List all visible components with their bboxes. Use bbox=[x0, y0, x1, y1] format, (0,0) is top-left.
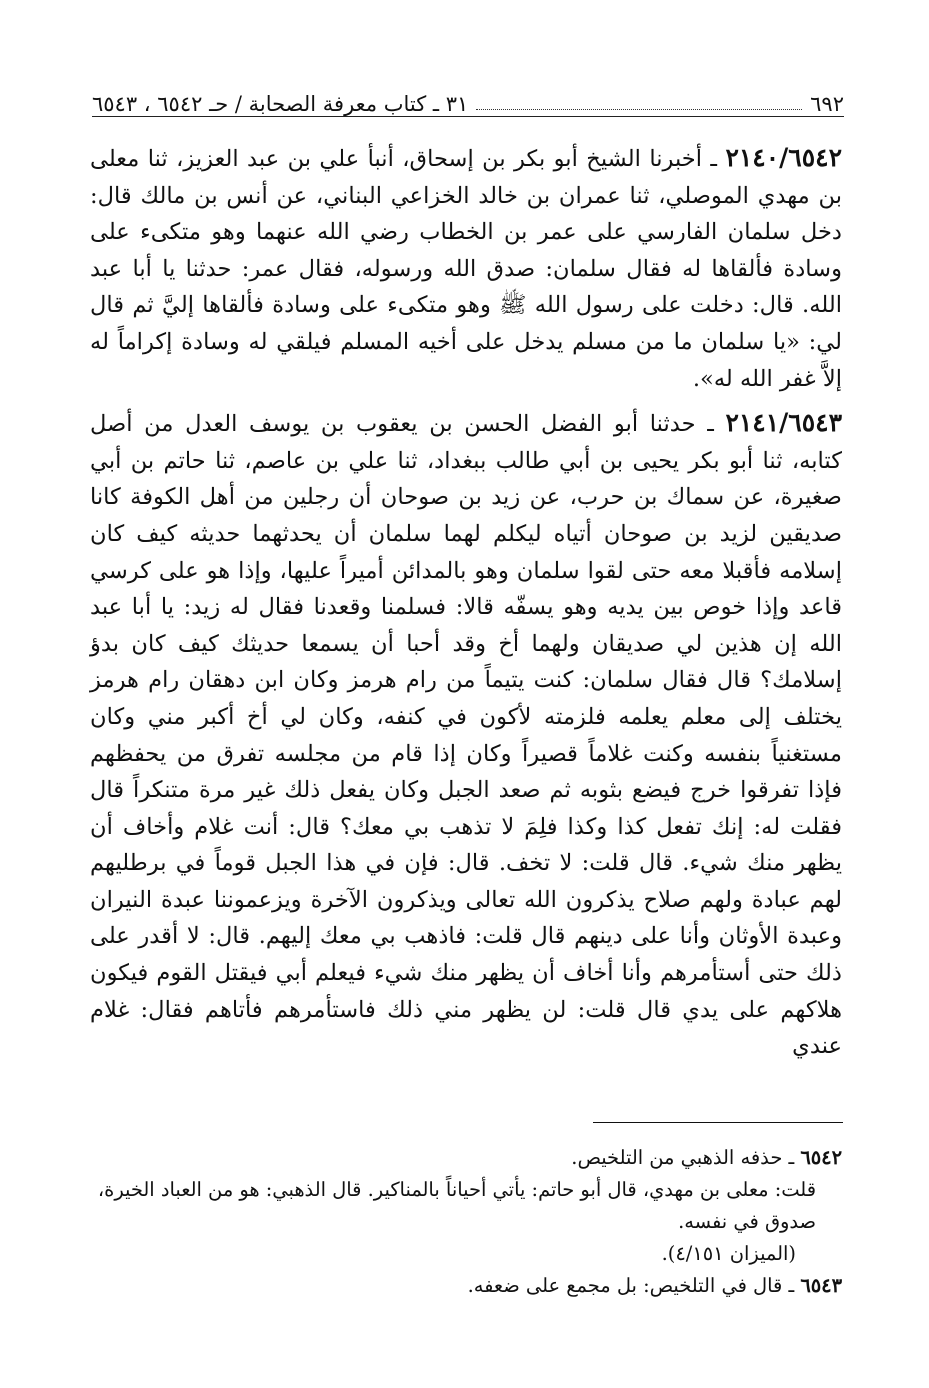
hadith-text: ـ أخبرنا الشيخ أبو بكر بن إسحاق، أنبأ علي بن عبد العزيز، ثنا معلى بن مهدي الموصلي، ثنا عمران بن خالد الخزاعي البناني، عن أنس بن مالك قال: دخل سلمان الفارسي على عمر بن الخطاب رضي الله عنهما وهو متكىء على وسادة فألقاها له فقال سلمان: صدق الله ورسوله، فقال عمر: حدثنا يا أبا عبد الله. قال: دخلت على رسول الله ﷺ وهو متكىء على وسادة فألقاها إليَّ ثم قال لي: «يا سلمان ما من مسلم يدخل على أخيه المسلم فيلقي له وسادة إكراماً له إلاَّ غفر الله له». bbox=[90, 146, 842, 392]
running-header bbox=[92, 82, 844, 117]
footnote-number: ٦٥٤٣ bbox=[800, 1274, 842, 1297]
footnote-separator bbox=[593, 1122, 843, 1123]
footnote bbox=[90, 1270, 842, 1302]
hadith-number: ٢١٤١/٦٥٤٣ bbox=[725, 408, 842, 438]
hadith-paragraph bbox=[90, 140, 842, 397]
running-title: ٣١ ـ كتاب معرفة الصحابة / حـ ٦٥٤٢ ، ٦٥٤٣ bbox=[92, 92, 469, 116]
footnote-comment: قلت: معلى بن مهدي، قال أبو حاتم: يأتي أحياناً بالمناكير. قال الذهبي: هو من العباد الخيرة، صدوق في نفسه. bbox=[97, 1178, 816, 1233]
footnote-reference: (الميزان ٤/١٥١). bbox=[661, 1242, 796, 1265]
hadith-paragraph bbox=[90, 405, 842, 1065]
footnote-text: ـ حذفه الذهبي من التلخيص. bbox=[571, 1146, 801, 1169]
header-dotted-leader bbox=[476, 108, 802, 110]
footnote-number: ٦٥٤٢ bbox=[800, 1146, 842, 1169]
page-number: ٦٩٢ bbox=[810, 92, 844, 116]
hadith-text: ـ حدثنا أبو الفضل الحسن بن يعقوب بن يوسف العدل من أصل كتابه، ثنا أبو بكر يحيى بن أبي طالب ببغداد، ثنا علي بن عاصم، ثنا حاتم بن أبي صغيرة، عن سماك بن حرب، عن زيد بن صوحان أن رجلين من أهل الكوفة كانا صديقين لزيد بن صوحان أتياه ليكلم لهما سلمان أن يحدثهما حديثه كيف كان إسلامه فأقبلا معه حتى لقوا سلمان وهو بالمدائن أميراً عليها، وإذا هو على كرسي قاعد وإذا خوص بين يديه وهو يسفّه قالا: فسلمنا وقعدنا فقال له زيد: يا أبا عبد الله إن هذين لي صديقان ولهما أخ وقد أحبا أن يسمعا حديثك كيف كان بدؤ إسلامك؟ قال فقال سلمان: كنت يتيماً من رام هرمز وكان ابن دهقان رام هرمز يختلف إلى معلم يعلمه فلزمته لأكون في كنفه، وكان لي أخ أكبر مني وكان مستغنياً بنفسه وكنت غلاماً قصيراً وكان إذا قام من مجلسه تفرق من يحفظهم فإذا تفرقوا خرج فيضع بثوبه ثم صعد الجبل وكان يفعل ذلك غير مرة متنكراً قال فقلت له: إنك تفعل كذا وكذا فلِمَ لا تذهب بي معك؟ قال: أنت غلام وأخاف أن يظهر منك شيء. قال قلت: لا تخف. قال: فإن في هذا الجبل قوماً في برطليهم لهم عبادة ولهم صلاح يذكرون الله تعالى ويذكرون الآخرة ويزعموننا عبدة النيران وعبدة الأوثان وأنا على دينهم قال قلت: فاذهب بي معك إليهم. قال: لا أقدر على ذلك حتى أستأمرهم وأنا أخاف أن يظهر منك شيء فيعلم أبي فيقتل القوم فيكون هلاكهم على يدي قال قلت: لن يظهر مني ذلك فاستأمرهم فأتاهم فقال: غلام عندي bbox=[90, 411, 842, 1060]
footnote-text: ـ قال في التلخيص: بل مجمع على ضعفه. bbox=[467, 1274, 801, 1297]
main-text bbox=[90, 140, 842, 1065]
footnote bbox=[90, 1142, 842, 1174]
hadith-number: ٢١٤٠/٦٥٤٢ bbox=[725, 143, 842, 172]
footnotes bbox=[90, 1142, 842, 1302]
